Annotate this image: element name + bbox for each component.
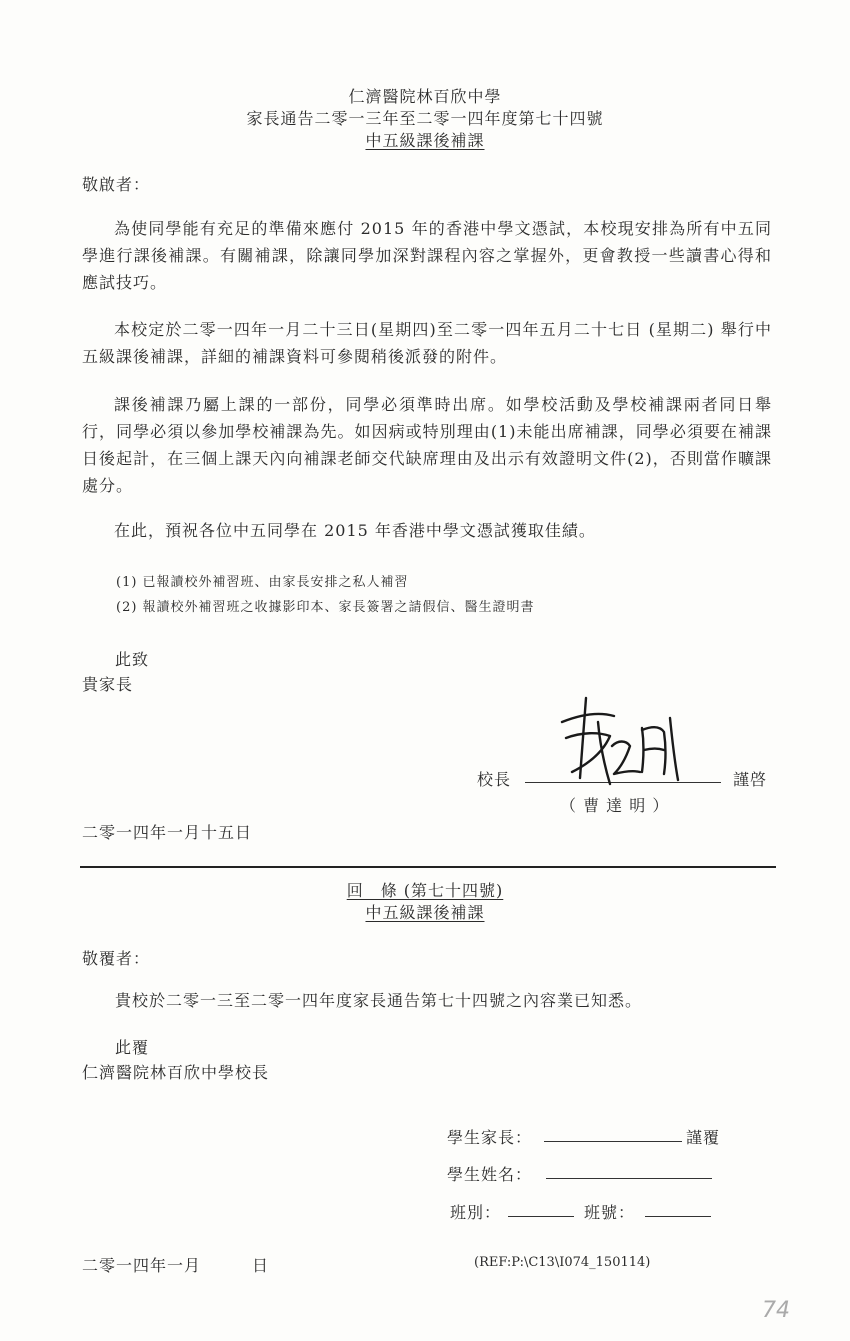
reply-closing-1: 此覆	[115, 1038, 150, 1057]
signature-suffix: 謹啓	[733, 770, 768, 789]
closing-line-2: 貴家長	[82, 675, 134, 694]
note-1: (1) 已報讀校外補習班、由家長安排之私人補習	[116, 575, 409, 590]
reply-subject: 中五級課後補課	[365, 903, 485, 922]
reply-title: 回 條 (第七十四號)	[346, 881, 504, 900]
class-label: 班別：	[450, 1203, 502, 1222]
paragraph-1: 為使同學能有充足的準備來應付 2015 年的香港中學文憑試，本校現安排為所有中五同學進行課後補課。有關補課，除讓同學加深對課程內容之掌握外，更會教授一些讀書心得和應試技巧。	[82, 219, 772, 292]
reference-code: (REF:P:\C13\I074_150114)	[474, 1255, 651, 1270]
closing-line-1: 此致	[115, 650, 150, 669]
student-name-field[interactable]	[546, 1178, 712, 1179]
parent-signature-field[interactable]	[544, 1141, 682, 1142]
reply-closing-2: 仁濟醫院林百欣中學校長	[82, 1063, 270, 1082]
reply-date: 二零一四年一月 日	[82, 1256, 270, 1275]
page-mark: 74	[762, 1298, 790, 1323]
notice-subject-wrap	[0, 128, 850, 151]
parent-label: 學生家長：	[447, 1128, 533, 1147]
student-name-label: 學生姓名：	[447, 1165, 533, 1184]
paragraph-4: 在此，預祝各位中五同學在 2015 年香港中學文憑試獲取佳績。	[114, 521, 596, 540]
reply-salutation: 敬覆者：	[82, 949, 151, 968]
tear-off-divider	[80, 866, 776, 868]
reply-body: 貴校於二零一三至二零一四年度家長通告第七十四號之內容業已知悉。	[115, 991, 643, 1010]
school-name: 仁濟醫院林百欣中學	[348, 87, 502, 106]
class-number-label: 班號：	[584, 1203, 636, 1222]
reply-title-wrap	[0, 878, 850, 901]
parent-suffix: 謹覆	[686, 1128, 721, 1147]
salutation: 敬啟者：	[82, 175, 151, 194]
notice-subject: 中五級課後補課	[365, 131, 485, 150]
principal-title: 校長	[477, 770, 512, 789]
paragraph-3: 課後補課乃屬上課的一部份，同學必須準時出席。如學校活動及學校補課兩者同日舉行，同學必須以參加學校補課為先。如因病或特別理由(1)未能出席補課，同學必須要在補課日後起計，在三個上課天內向補課老師交代缺席理由及出示有效證明文件(2)，否則當作曠課處分。	[82, 395, 772, 495]
notice-date: 二零一四年一月十五日	[82, 823, 253, 842]
principal-name: （ 曹 達 明 ）	[560, 796, 670, 815]
class-field[interactable]	[508, 1216, 574, 1217]
notice-number: 家長通告二零一三年至二零一四年度第七十四號	[246, 109, 604, 128]
class-number-field[interactable]	[645, 1216, 711, 1217]
note-2: (2) 報讀校外補習班之收據影印本、家長簽署之請假信、醫生證明書	[116, 600, 535, 615]
paragraph-2: 本校定於二零一四年一月二十三日(星期四)至二零一四年五月二十七日 (星期二) 舉行中五級課後補課，詳細的補課資料可參閱稍後派發的附件。	[82, 320, 772, 366]
principal-signature	[552, 692, 682, 790]
reply-subject-wrap	[0, 900, 850, 923]
